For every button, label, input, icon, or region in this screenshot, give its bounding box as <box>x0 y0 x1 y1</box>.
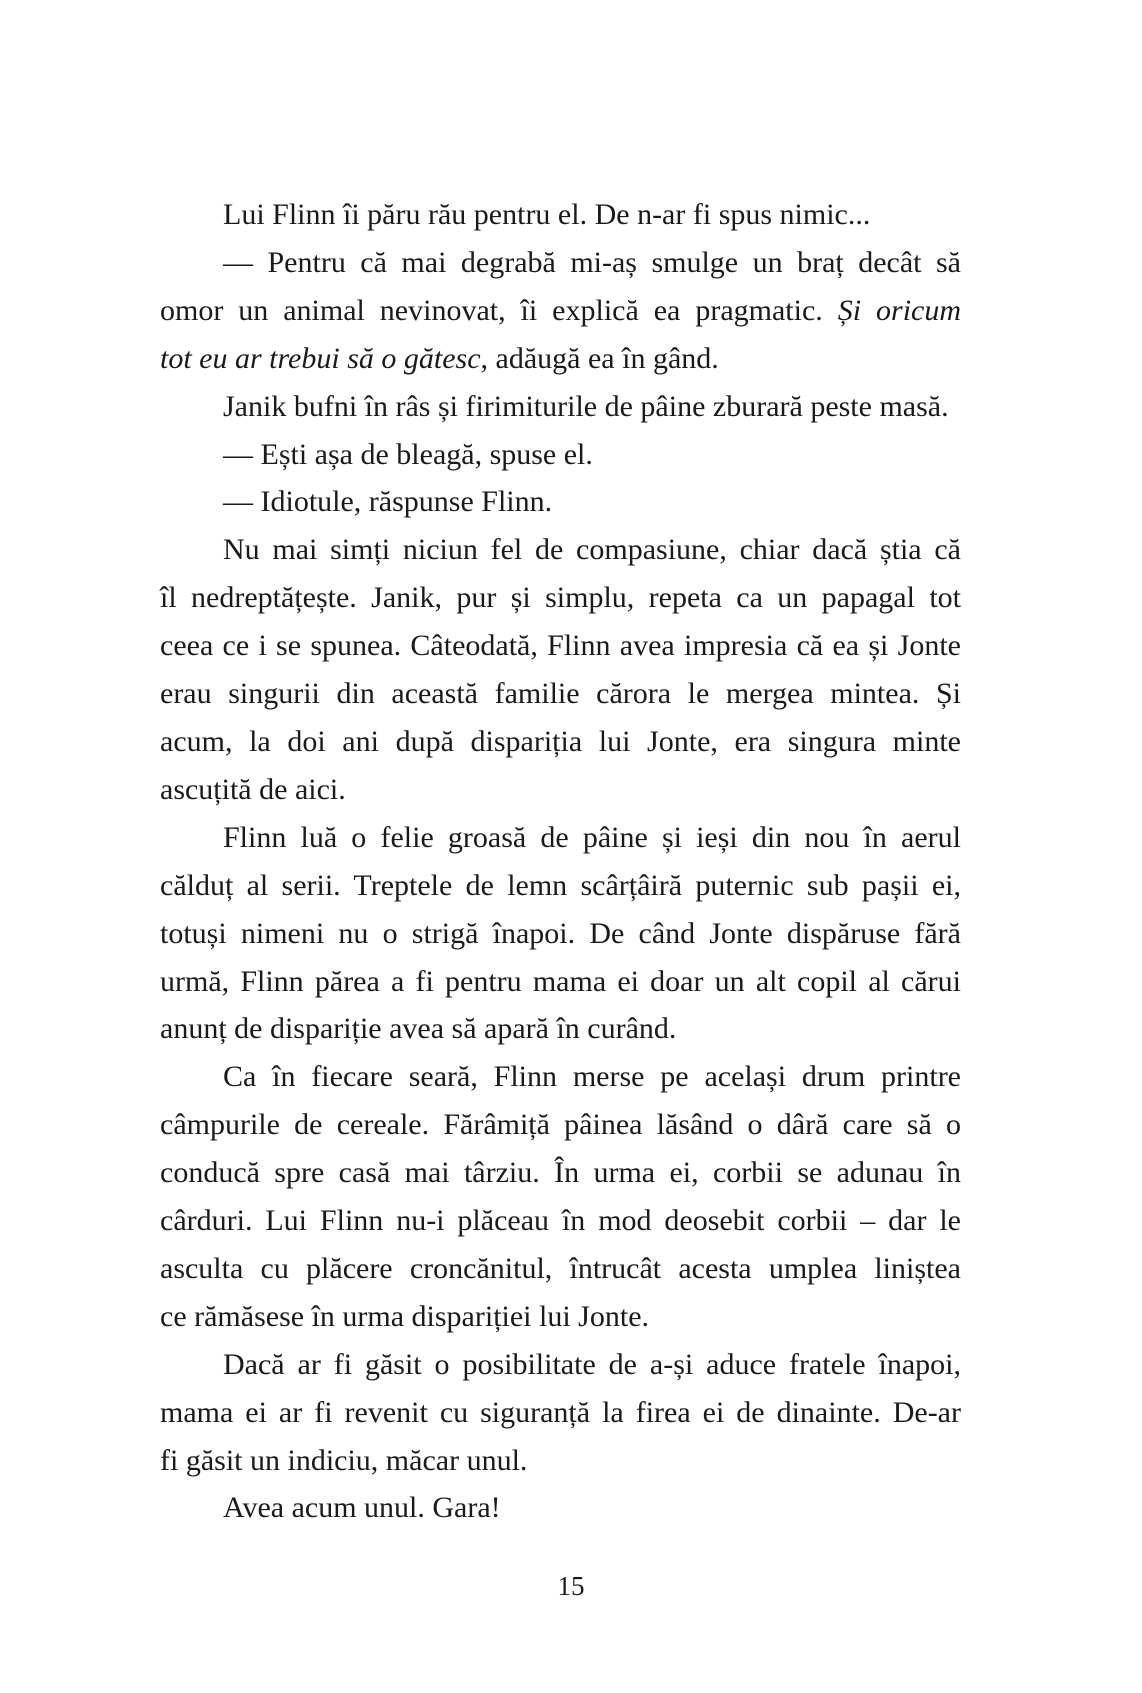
paragraph-line: Avea acum unul. Gara! <box>223 1491 501 1525</box>
paragraph-line: urmă, Flinn părea a fi pentru mama ei doar un alt copil al cărui <box>160 964 961 998</box>
paragraph-line: — Pentru că mai degrabă mi-aș smulge un braț decât să <box>223 245 961 279</box>
paragraph-line: — Ești așa de bleagă, spuse el. <box>223 437 593 471</box>
paragraph-line: — Idiotule, răspunse Flinn. <box>223 485 553 519</box>
paragraph-line: fi găsit un indiciu, măcar unul. <box>160 1443 528 1477</box>
paragraph-line: ascuțită de aici. <box>160 772 346 806</box>
line-text: omor un animal nevinovat, îi explică ea pragmatic. <box>160 293 823 327</box>
paragraph-line: călduț al serii. Treptele de lemn scârțâiră puternic sub pașii ei, <box>160 868 961 902</box>
paragraph-line <box>160 287 961 335</box>
paragraph-line: cârduri. Lui Flinn nu-i plăceau în mod deosebit corbii – dar le <box>160 1204 961 1238</box>
paragraph-line <box>160 335 961 383</box>
paragraph-line: acum, la doi ani după dispariția lui Jonte, era singura minte <box>160 724 961 758</box>
paragraph-line: anunț de dispariție avea să apară în curând. <box>160 1012 677 1046</box>
paragraph-line: îl nedreptățește. Janik, pur și simplu, repeta ca un papagal tot <box>160 581 961 615</box>
paragraph-line: câmpurile de cereale. Fărâmiță pâinea lăsând o dâră care să o <box>160 1108 961 1142</box>
paragraph-line: conducă spre casă mai târziu. În urma ei, corbii se adunau în <box>160 1156 961 1190</box>
italic-thought: tot eu ar trebui să o gătesc <box>160 341 481 375</box>
paragraph-line: mama ei ar fi revenit cu siguranță la firea ei de dinainte. De-ar <box>160 1395 961 1429</box>
paragraph-line: totuși nimeni nu o strigă înapoi. De când Jonte dispăruse fără <box>160 916 961 950</box>
paragraph-line: Ca în fiecare seară, Flinn merse pe același drum printre <box>223 1060 961 1094</box>
paragraph-line: Dacă ar fi găsit o posibilitate de a-și aduce fratele înapoi, <box>223 1347 961 1381</box>
italic-thought: Și oricum <box>837 293 962 327</box>
paragraph-line: Nu mai simți niciun fel de compasiune, chiar dacă știa că <box>223 533 961 567</box>
paragraph-line: Lui Flinn îi păru rău pentru el. De n-ar fi spus nimic... <box>223 198 871 231</box>
paragraph-line: ceea ce i se spunea. Câteodată, Flinn avea impresia că ea și Jonte <box>160 629 961 663</box>
body-text <box>160 191 961 1532</box>
paragraph-line: Flinn luă o felie groasă de pâine și ieși din nou în aerul <box>223 820 961 854</box>
line-text: , adăugă ea în gând. <box>480 341 719 375</box>
paragraph-line: asculta cu plăcere croncănitul, întrucât acesta umplea liniștea <box>160 1251 961 1285</box>
paragraph-line: ce rămăsese în urma dispariției lui Jonte. <box>160 1299 650 1333</box>
paragraph-line: Janik bufni în râs și firimiturile de pâine zburară peste masă. <box>223 389 949 423</box>
page-number: 15 <box>557 1571 585 1601</box>
paragraph-line: erau singurii din această familie cărora le mergea mintea. Și <box>160 677 961 711</box>
